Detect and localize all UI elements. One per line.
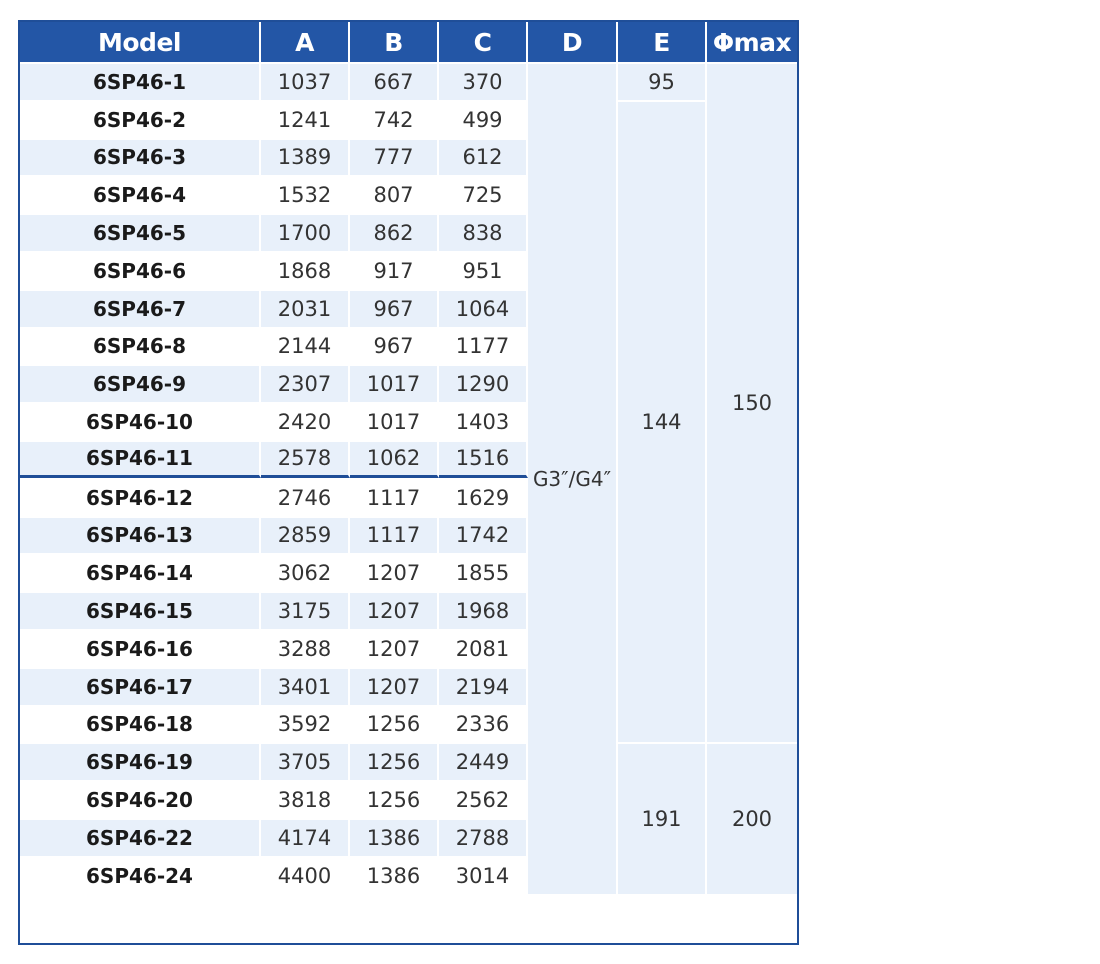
a-cell: 4400 xyxy=(261,856,350,894)
a-cell: 3705 xyxy=(261,742,350,780)
c-cell: 2194 xyxy=(439,667,528,705)
header-b: B xyxy=(350,22,439,62)
model-cell: 6SP46-7 xyxy=(20,289,261,327)
model-cell: 6SP46-18 xyxy=(20,705,261,743)
a-cell: 3175 xyxy=(261,591,350,629)
c-cell: 838 xyxy=(439,213,528,251)
table-row xyxy=(20,742,797,780)
c-cell: 370 xyxy=(439,62,528,100)
a-cell: 4174 xyxy=(261,818,350,856)
c-cell: 2449 xyxy=(439,742,528,780)
b-cell: 862 xyxy=(350,213,439,251)
b-cell: 1207 xyxy=(350,591,439,629)
model-cell: 6SP46-6 xyxy=(20,251,261,289)
a-cell: 1532 xyxy=(261,175,350,213)
header-e: E xyxy=(618,22,707,62)
b-cell: 1207 xyxy=(350,629,439,667)
a-cell: 3592 xyxy=(261,705,350,743)
c-cell: 1403 xyxy=(439,402,528,440)
c-cell: 1290 xyxy=(439,364,528,402)
c-cell: 725 xyxy=(439,175,528,213)
model-cell: 6SP46-12 xyxy=(20,478,261,516)
c-cell: 499 xyxy=(439,100,528,138)
e-cell-95: 95 xyxy=(618,62,707,100)
c-cell: 2336 xyxy=(439,705,528,743)
b-cell: 742 xyxy=(350,100,439,138)
table-body xyxy=(20,62,797,894)
phimax-cell-200: 200 xyxy=(707,742,797,893)
spec-table xyxy=(20,22,797,894)
model-cell: 6SP46-17 xyxy=(20,667,261,705)
a-cell: 1868 xyxy=(261,251,350,289)
model-cell: 6SP46-14 xyxy=(20,553,261,591)
a-cell: 1241 xyxy=(261,100,350,138)
b-cell: 1117 xyxy=(350,478,439,516)
table-row xyxy=(20,62,797,100)
a-cell: 2859 xyxy=(261,516,350,554)
model-cell: 6SP46-9 xyxy=(20,364,261,402)
model-cell: 6SP46-1 xyxy=(20,62,261,100)
model-cell: 6SP46-8 xyxy=(20,327,261,365)
b-cell: 1062 xyxy=(350,440,439,478)
a-cell: 2420 xyxy=(261,402,350,440)
a-cell: 3062 xyxy=(261,553,350,591)
b-cell: 967 xyxy=(350,327,439,365)
e-cell-191: 191 xyxy=(618,742,707,893)
c-cell: 1516 xyxy=(439,440,528,478)
c-cell: 1177 xyxy=(439,327,528,365)
b-cell: 1017 xyxy=(350,364,439,402)
header-row xyxy=(20,22,797,62)
model-cell: 6SP46-13 xyxy=(20,516,261,554)
a-cell: 2307 xyxy=(261,364,350,402)
b-cell: 807 xyxy=(350,175,439,213)
model-cell: 6SP46-16 xyxy=(20,629,261,667)
b-cell: 917 xyxy=(350,251,439,289)
phimax-cell-150: 150 xyxy=(707,62,797,742)
c-cell: 2081 xyxy=(439,629,528,667)
c-cell: 2562 xyxy=(439,780,528,818)
b-cell: 1207 xyxy=(350,553,439,591)
model-cell: 6SP46-10 xyxy=(20,402,261,440)
b-cell: 1207 xyxy=(350,667,439,705)
b-cell: 777 xyxy=(350,138,439,176)
header-d: D xyxy=(528,22,618,62)
c-cell: 2788 xyxy=(439,818,528,856)
b-cell: 1386 xyxy=(350,856,439,894)
spec-table-frame xyxy=(18,20,799,945)
model-cell: 6SP46-11 xyxy=(20,440,261,478)
b-cell: 667 xyxy=(350,62,439,100)
a-cell: 3401 xyxy=(261,667,350,705)
model-cell: 6SP46-5 xyxy=(20,213,261,251)
model-cell: 6SP46-20 xyxy=(20,780,261,818)
model-cell: 6SP46-4 xyxy=(20,175,261,213)
header-model: Model xyxy=(20,22,261,62)
a-cell: 2144 xyxy=(261,327,350,365)
c-cell: 3014 xyxy=(439,856,528,894)
header-c: C xyxy=(439,22,528,62)
model-cell: 6SP46-19 xyxy=(20,742,261,780)
table-row xyxy=(20,100,797,138)
model-cell: 6SP46-24 xyxy=(20,856,261,894)
c-cell: 1968 xyxy=(439,591,528,629)
model-cell: 6SP46-15 xyxy=(20,591,261,629)
b-cell: 1256 xyxy=(350,742,439,780)
header-phimax: Φmax xyxy=(707,22,797,62)
b-cell: 1256 xyxy=(350,780,439,818)
a-cell: 2031 xyxy=(261,289,350,327)
a-cell: 1389 xyxy=(261,138,350,176)
c-cell: 1629 xyxy=(439,478,528,516)
d-merged-cell: G3″/G4″ xyxy=(528,62,618,894)
a-cell: 1037 xyxy=(261,62,350,100)
a-cell: 1700 xyxy=(261,213,350,251)
model-cell: 6SP46-22 xyxy=(20,818,261,856)
b-cell: 1117 xyxy=(350,516,439,554)
b-cell: 1386 xyxy=(350,818,439,856)
b-cell: 1256 xyxy=(350,705,439,743)
model-cell: 6SP46-3 xyxy=(20,138,261,176)
a-cell: 3288 xyxy=(261,629,350,667)
c-cell: 1064 xyxy=(439,289,528,327)
c-cell: 1855 xyxy=(439,553,528,591)
a-cell: 2578 xyxy=(261,440,350,478)
e-cell-144: 144 xyxy=(618,100,707,743)
header-a: A xyxy=(261,22,350,62)
b-cell: 1017 xyxy=(350,402,439,440)
a-cell: 3818 xyxy=(261,780,350,818)
c-cell: 612 xyxy=(439,138,528,176)
a-cell: 2746 xyxy=(261,478,350,516)
b-cell: 967 xyxy=(350,289,439,327)
c-cell: 951 xyxy=(439,251,528,289)
model-cell: 6SP46-2 xyxy=(20,100,261,138)
c-cell: 1742 xyxy=(439,516,528,554)
